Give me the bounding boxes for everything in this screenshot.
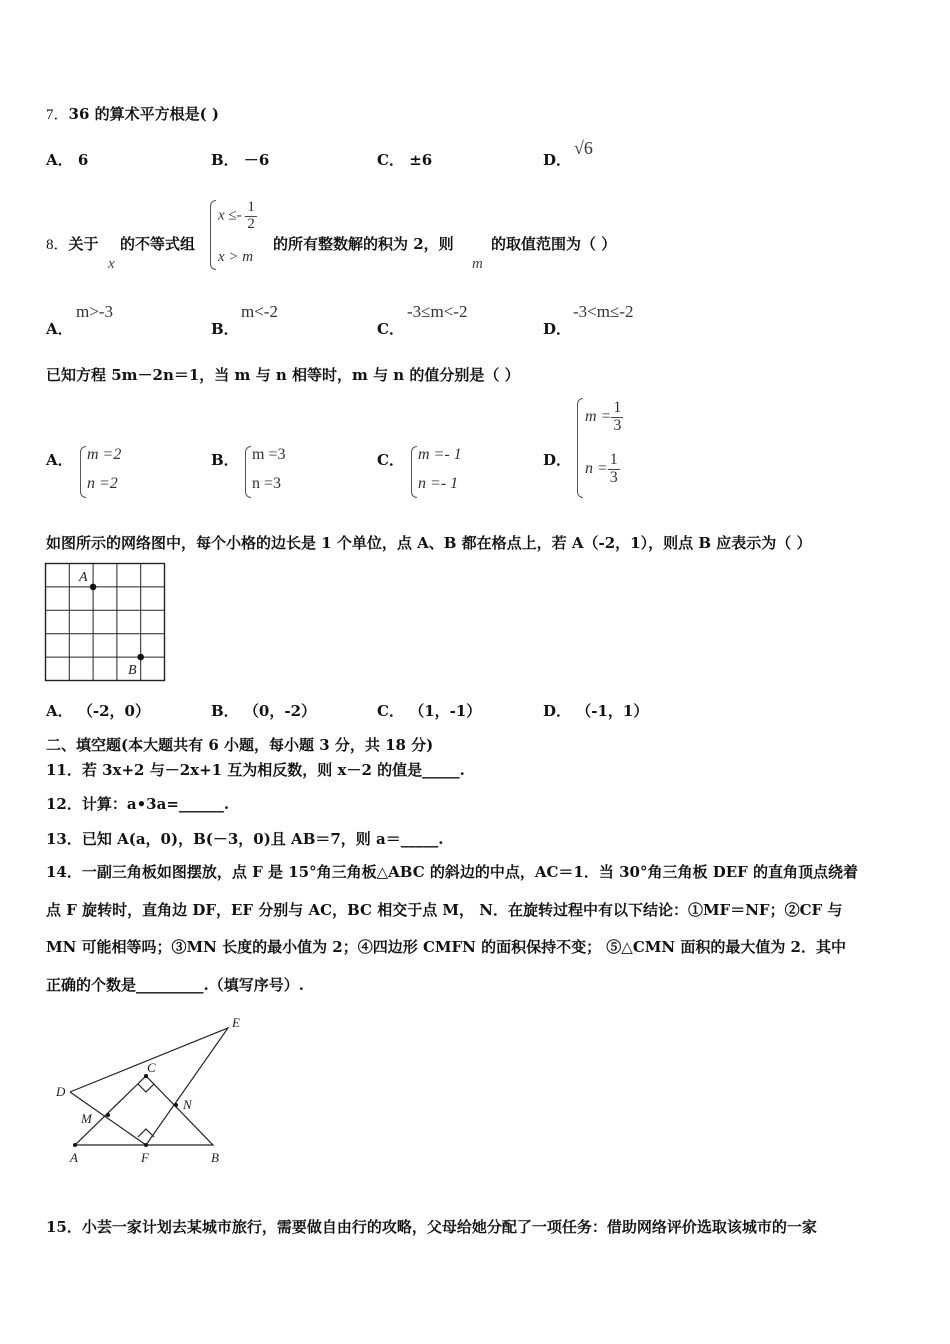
q8-text-4: 的取值范围为（ ） — [491, 235, 617, 253]
q12: 12．计算：a•3a=______. — [46, 795, 230, 813]
q7-option-b: B． －6 — [211, 151, 270, 169]
q8-option-d-label: D． — [543, 320, 572, 338]
q14-line-1: 14．一副三角板如图摆放，点 F 是 15°角三角板△ABC 的斜边的中点，AC＝1．当 30°角三角板 DEF 的直角顶点绕着 — [46, 863, 859, 881]
q9-option-d-label: D． — [543, 451, 572, 469]
q9-option-d-brace — [577, 398, 583, 498]
q8-text-2: 的不等式组 — [120, 235, 196, 253]
q10-label-b: B — [128, 663, 137, 678]
q10-grid — [46, 564, 165, 681]
q7-option-d-value: √6 — [574, 138, 593, 158]
label-b: B — [211, 1150, 219, 1165]
label-e: E — [232, 1015, 240, 1030]
q10-grid-figure — [44, 562, 168, 684]
q11: 11．若 3x+2 与－2x+1 互为相反数，则 x－2 的值是_____. — [46, 761, 465, 779]
q10-option-a: A． （-2，0） — [46, 702, 150, 720]
q9-option-d-line1: m = $\frac{1}{3}$ — [585, 399, 622, 434]
q9-stem: 已知方程 5m－2n＝1，当 m 与 n 相等时，m 与 n 的值分别是（ ） — [46, 366, 520, 384]
q10-point-a — [90, 584, 97, 591]
q8-var-x: x — [108, 256, 115, 272]
q10-label-a: A — [79, 570, 88, 585]
label-d: D — [56, 1084, 66, 1099]
q8-option-a-label: A． — [46, 320, 73, 338]
q10-stem: 如图所示的网络图中，每个小格的边长是 1 个单位，点 A、B 都在格点上，若 A（-2，1），则点 B 应表示为（ ） — [46, 534, 812, 552]
q9-option-d-line2: n = $\frac{1}{3}$ — [585, 451, 618, 486]
q9-option-a-line1: m =2 — [87, 446, 122, 463]
q8-option-d-value: -3<m≤-2 — [573, 302, 634, 321]
q9-option-b-line1: m =3 — [252, 446, 286, 463]
q8-num: 8．关于 — [46, 235, 99, 253]
q14-line-2: 点 F 旋转时，直角边 DF，EF 分别与 AC，BC 相交于点 M， N．在旋转过程中有以下结论：①MF＝NF；②CF 与 — [46, 901, 843, 919]
q8-system-line1: x ≤- $\frac{1}{2}$ — [218, 199, 255, 232]
q7-option-d-label: D． — [543, 151, 572, 169]
q10-option-c: C． （1，-1） — [377, 702, 482, 720]
point-a — [73, 1143, 77, 1147]
q8-option-c-value: -3≤m<-2 — [407, 302, 468, 321]
q8-system-brace — [210, 200, 216, 270]
q8-system-line2: x > m — [218, 249, 254, 265]
q14-line-3: MN 可能相等吗；③MN 长度的最小值为 2；④四边形 CMFN 的面积保持不变； ⑤△CMN 面积的最大值为 2．其中 — [46, 938, 846, 956]
q9-option-a-line2: n =2 — [87, 475, 118, 492]
q10-option-d: D． （-1，1） — [543, 702, 649, 720]
q14-triangle-figure — [50, 1010, 260, 1170]
q9-option-c-line1: m =- 1 — [418, 446, 462, 463]
q7-option-c: C． ±6 — [377, 151, 433, 169]
q9-option-a-brace — [80, 446, 86, 498]
section-2-heading: 二、填空题(本大题共有 6 小题，每小题 3 分，共 18 分) — [46, 736, 434, 754]
q9-option-a-label: A． — [46, 451, 73, 469]
q10-point-b — [137, 654, 144, 661]
label-m: M — [81, 1111, 92, 1126]
q13: 13．已知 A(a，0)，B(－3，0)且 AB＝7，则 a＝_____. — [46, 830, 444, 848]
q8-text-3: 的所有整数解的积为 2，则 — [273, 235, 454, 253]
q8-option-c-label: C． — [377, 320, 404, 338]
q15: 15．小芸一家计划去某城市旅行，需要做自由行的攻略，父母给她分配了一项任务：借助网络评价选取该城市的一家 — [46, 1218, 817, 1236]
q9-option-b-label: B． — [211, 451, 239, 469]
q9-option-c-line2: n =- 1 — [418, 475, 459, 492]
right-angle-c — [138, 1084, 154, 1092]
q8-var-m: m — [472, 256, 483, 272]
right-angle-f — [138, 1129, 154, 1137]
q10-option-b: B． （0，-2） — [211, 702, 317, 720]
q9-option-c-label: C． — [377, 451, 404, 469]
q8-option-b-label: B． — [211, 320, 239, 338]
q9-option-c-brace — [411, 446, 417, 498]
label-a: A — [70, 1150, 78, 1165]
label-f: F — [141, 1150, 149, 1165]
label-n: N — [183, 1097, 192, 1112]
point-m — [106, 1113, 110, 1117]
point-f — [144, 1143, 148, 1147]
label-c: C — [147, 1060, 156, 1075]
q14-line-4: 正确的个数是_________.（填写序号）. — [46, 976, 304, 994]
q7-stem: 7．36 的算术平方根是( ) — [46, 105, 220, 123]
q7-option-a: A． 6 — [46, 151, 89, 169]
q9-option-b-brace — [245, 446, 251, 498]
point-n — [174, 1103, 178, 1107]
q9-option-b-line2: n =3 — [252, 475, 282, 492]
q8-option-b-value: m<-2 — [241, 302, 278, 321]
q8-option-a-value: m>-3 — [76, 302, 113, 321]
